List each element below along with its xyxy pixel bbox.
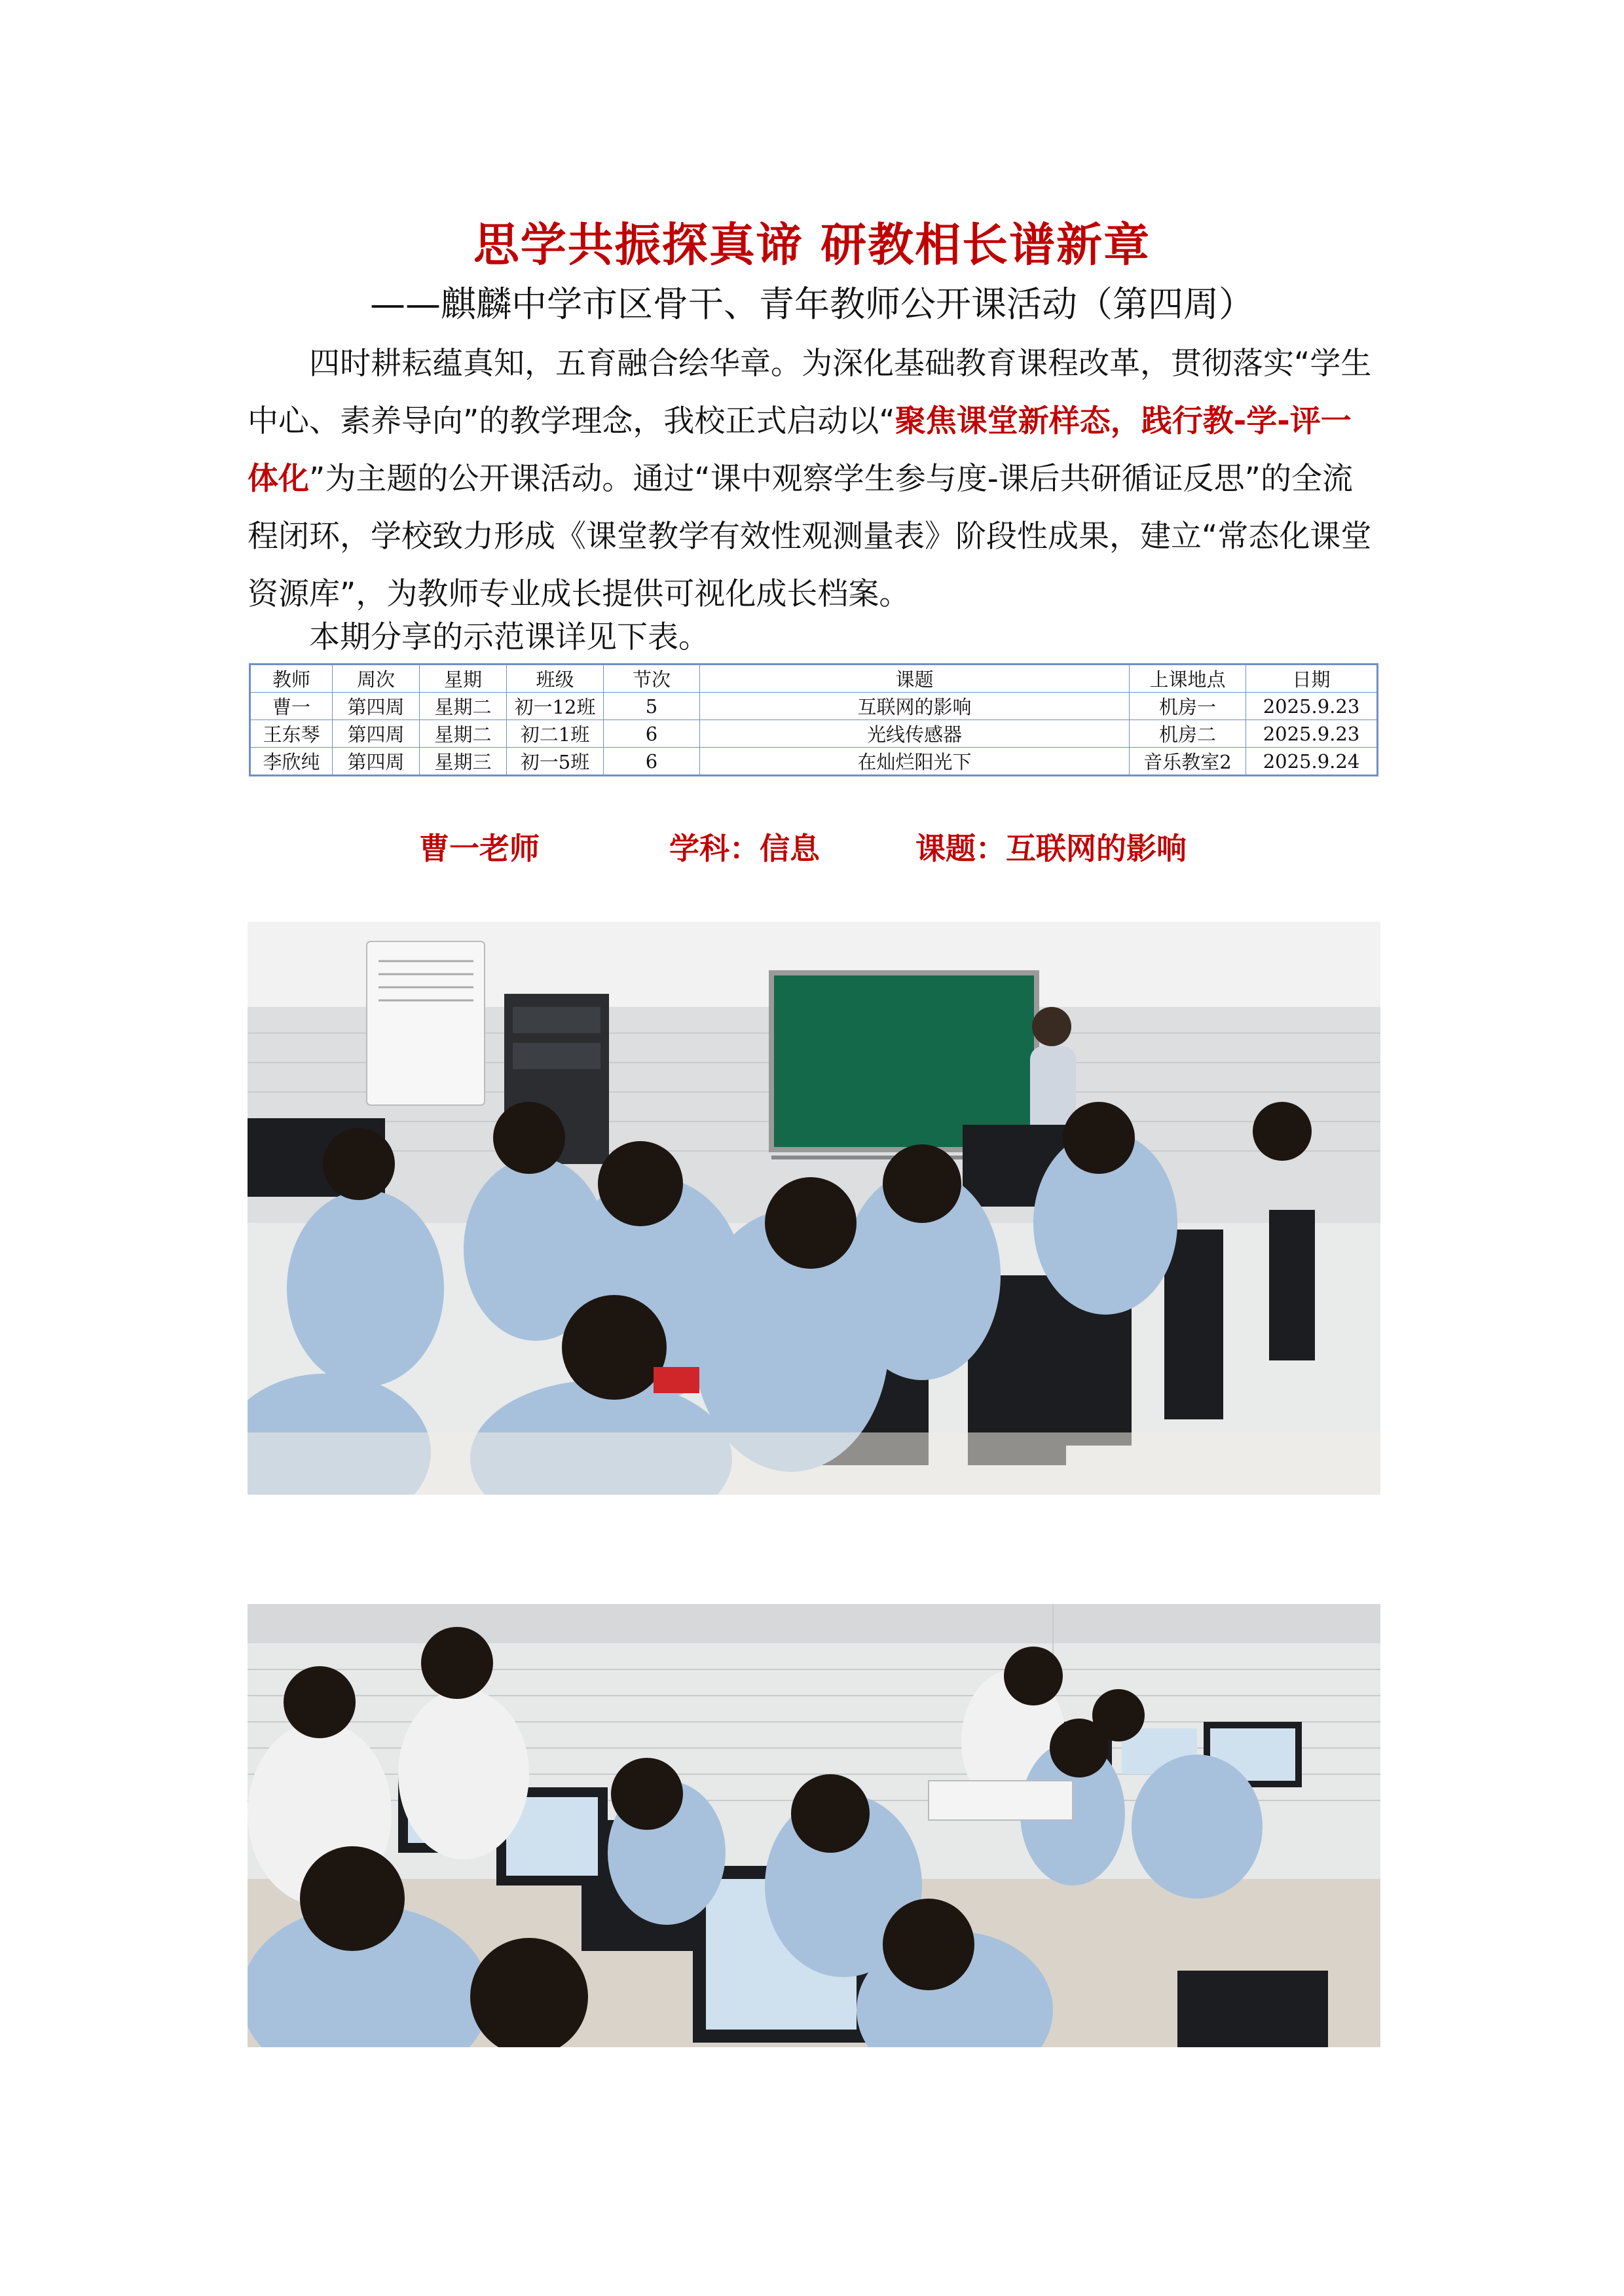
- cell-period: 6: [604, 720, 700, 748]
- header-topic: 课题: [700, 665, 1130, 693]
- lesson-topic: 课题：互联网的影响: [915, 831, 1187, 866]
- intro-text-2: ”为主题的公开课活动。通过“课中观察学生参与度-课后共研循证反思”的全流程闭环，学校致力形成《课堂教学有效性观测量表》阶段性成果，建立“常态化课堂资源库”，为教师专业成长提供可视化成长档案。: [248, 461, 1372, 612]
- cell-week: 第四周: [333, 748, 420, 776]
- cell-teacher: 李欣纯: [250, 748, 333, 776]
- cell-weekday: 星期三: [420, 748, 507, 776]
- lesson-subject: 学科：信息: [669, 831, 820, 866]
- cell-period: 6: [604, 748, 700, 776]
- cell-week: 第四周: [333, 720, 420, 748]
- header-teacher: 教师: [250, 665, 333, 693]
- header-class: 班级: [507, 665, 604, 693]
- cell-weekday: 星期二: [420, 720, 507, 748]
- classroom-photo-2: [248, 1604, 1380, 2047]
- cell-topic: 互联网的影响: [700, 693, 1130, 720]
- header-location: 上课地点: [1130, 665, 1246, 693]
- lesson-teacher: 曹一老师: [419, 831, 540, 866]
- cell-weekday: 星期二: [420, 693, 507, 720]
- intro-text-1: 四时耕耘蕴真知，五育融合绘华章。为深化基础教育课程改革，贯彻落实“学生中心、素养导向”的教学理念，我校正式启动以“: [248, 346, 1372, 439]
- table-row: [250, 748, 1378, 776]
- classroom-photo-1: [248, 922, 1380, 1495]
- page-title: 思学共振探真谛 研教相长谱新章: [473, 218, 1151, 272]
- cell-class: 初一12班: [507, 693, 604, 720]
- cell-date: 2025.9.23: [1246, 693, 1378, 720]
- table-row: [250, 720, 1378, 748]
- header-weekday: 星期: [420, 665, 507, 693]
- cell-location: 机房一: [1130, 693, 1246, 720]
- intro-highlight: 聚焦课堂新样态，践行教-学-评一体化: [248, 403, 1352, 497]
- cell-location: 音乐教室2: [1130, 748, 1246, 776]
- table-intro: 本期分享的示范课详见下表。: [309, 619, 709, 655]
- lesson-schedule-table: [249, 663, 1378, 776]
- header-date: 日期: [1246, 665, 1378, 693]
- cell-topic: 在灿烂阳光下: [700, 748, 1130, 776]
- classroom-photo-1-image: [248, 922, 1380, 1495]
- cell-class: 初一5班: [507, 748, 604, 776]
- intro-paragraph: [248, 335, 1380, 623]
- header-week: 周次: [333, 665, 420, 693]
- table-row: [250, 693, 1378, 720]
- table-header-row: [250, 665, 1378, 693]
- cell-date: 2025.9.23: [1246, 720, 1378, 748]
- cell-topic: 光线传感器: [700, 720, 1130, 748]
- classroom-photo-2-image: [248, 1604, 1380, 2047]
- header-period: 节次: [604, 665, 700, 693]
- page-subtitle: ——麒麟中学市区骨干、青年教师公开课活动（第四周）: [370, 283, 1254, 325]
- cell-period: 5: [604, 693, 700, 720]
- cell-location: 机房二: [1130, 720, 1246, 748]
- cell-teacher: 曹一: [250, 693, 333, 720]
- cell-teacher: 王东琴: [250, 720, 333, 748]
- lesson-heading: [0, 825, 1624, 871]
- cell-week: 第四周: [333, 693, 420, 720]
- cell-class: 初二1班: [507, 720, 604, 748]
- cell-date: 2025.9.24: [1246, 748, 1378, 776]
